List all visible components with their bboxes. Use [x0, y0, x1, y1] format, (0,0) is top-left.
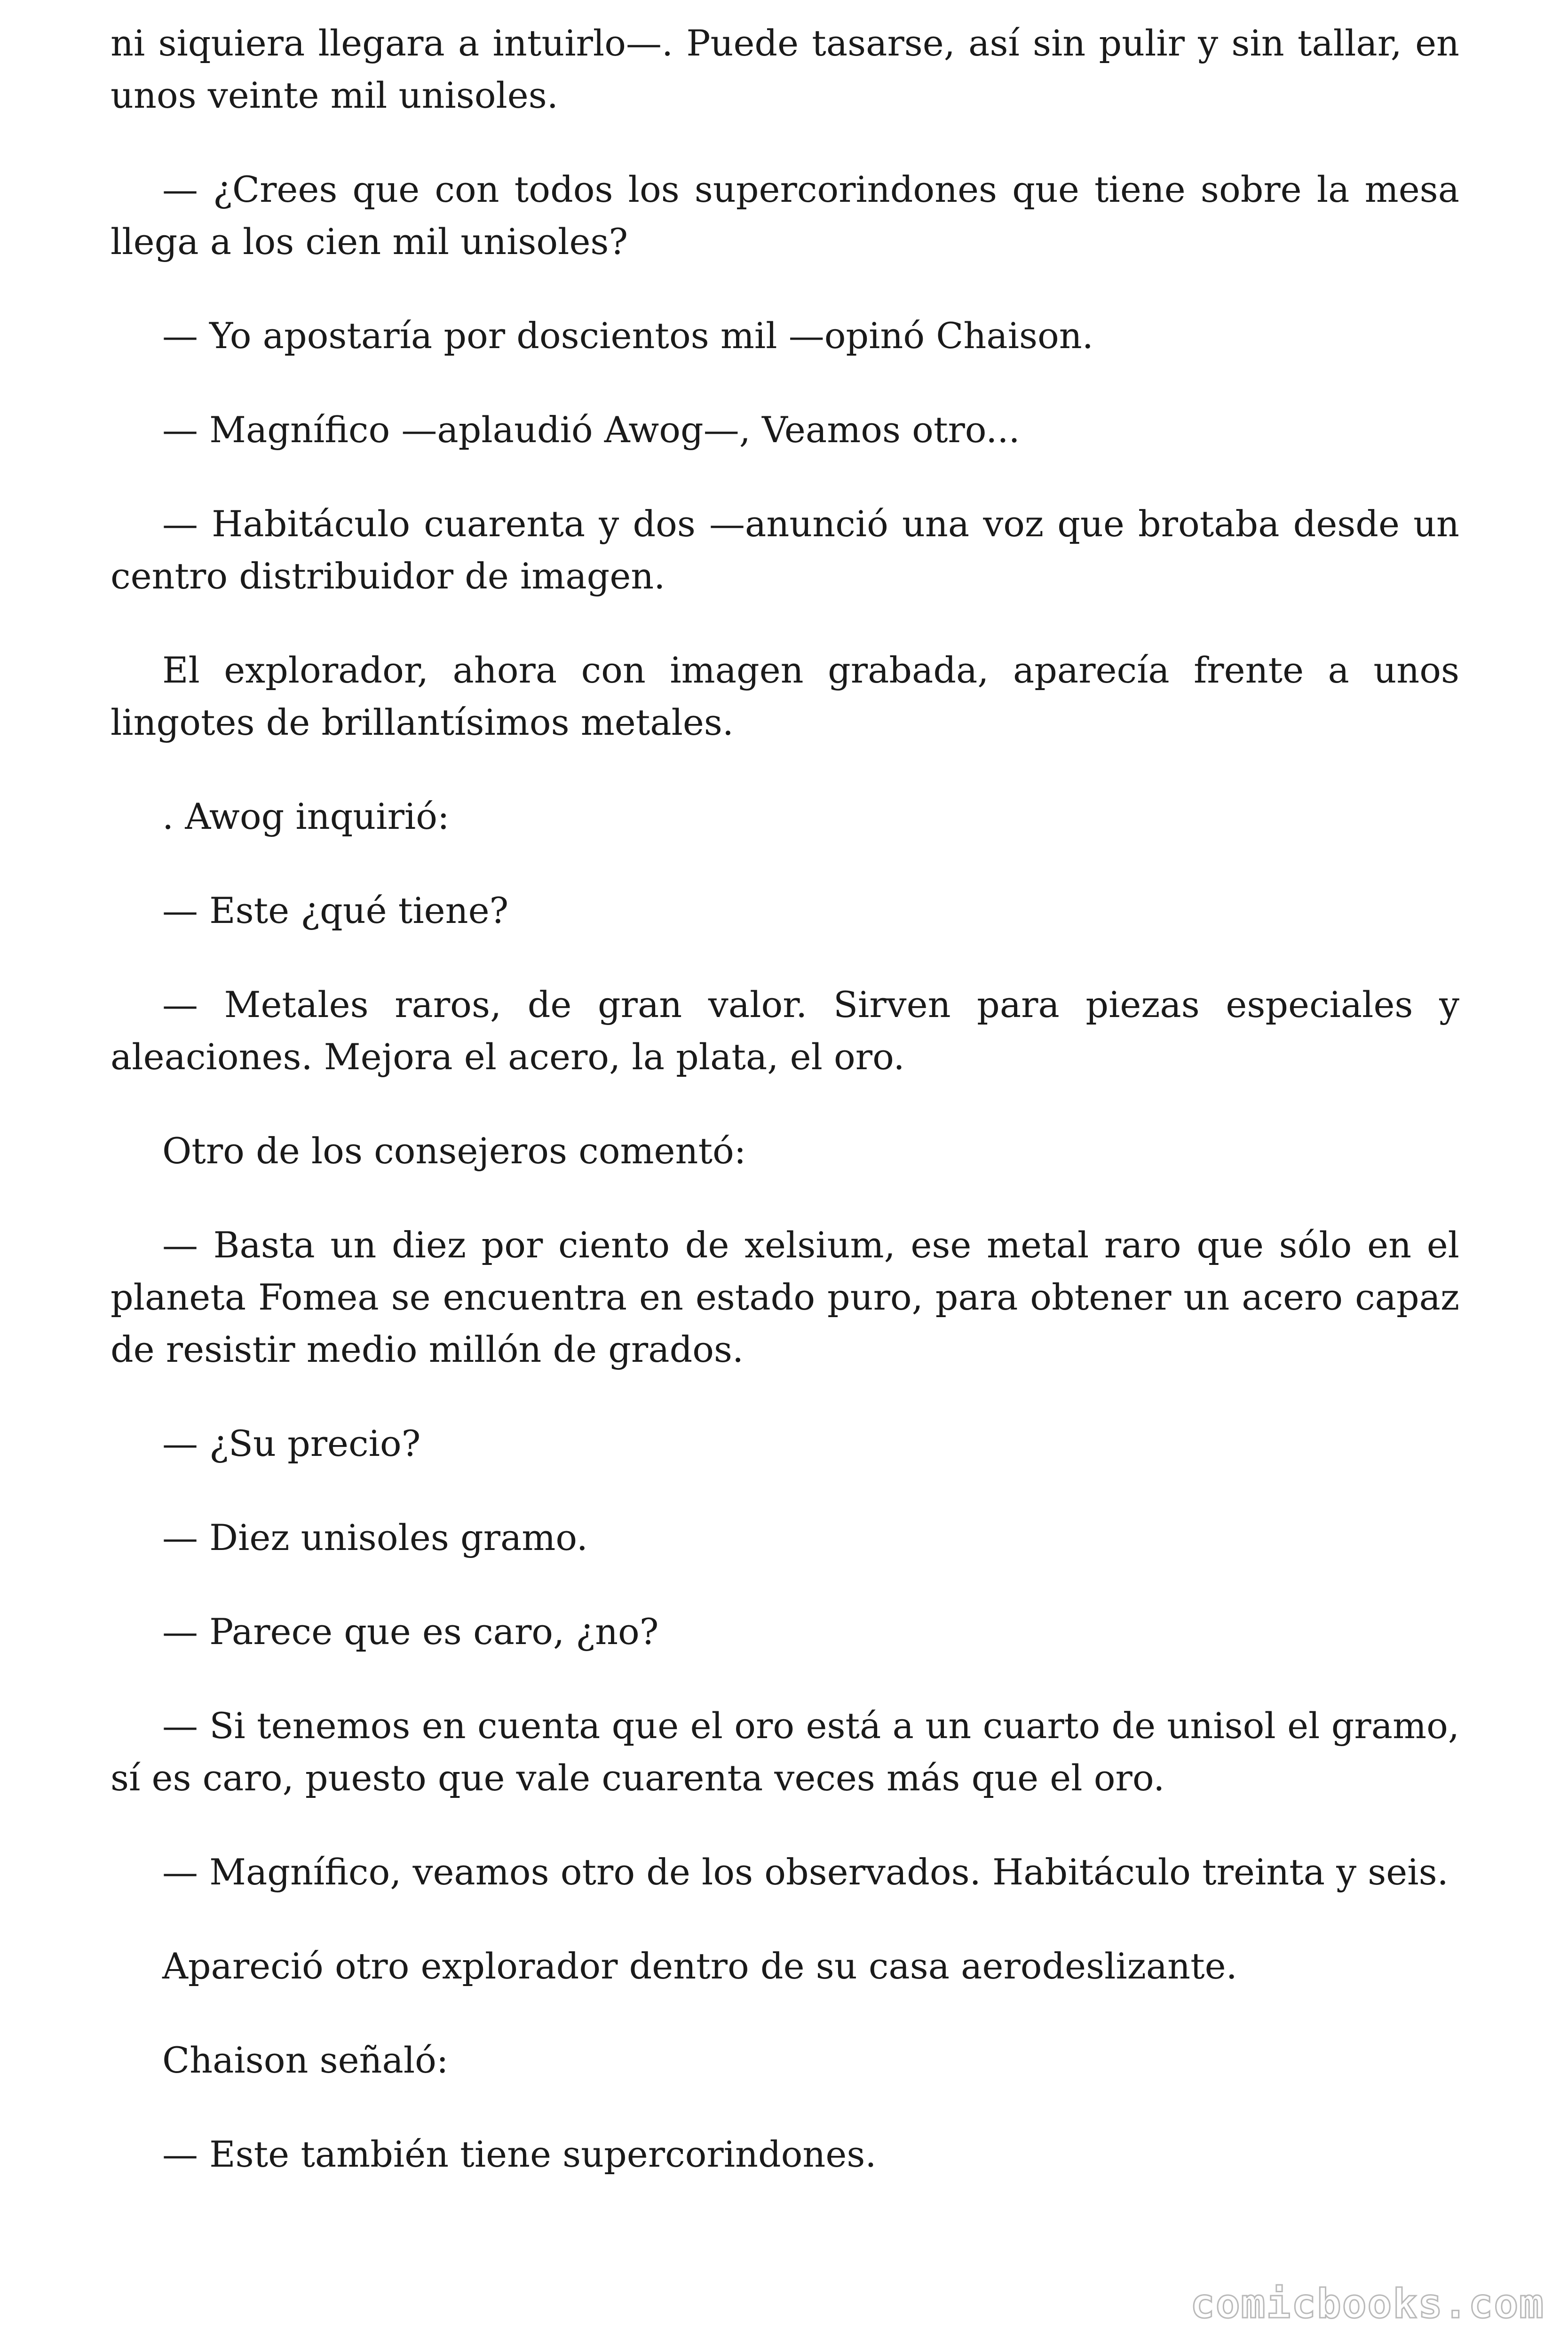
paragraph-dialogue: — ¿Su precio?	[162, 1422, 421, 1464]
paragraph-dialogue: — Diez unisoles gramo.	[162, 1517, 588, 1558]
paragraph-narration: El explorador, ahora con imagen grabada, aparecía frente a unos lingotes de brillantísimos metales.	[111, 649, 1459, 743]
paragraph-dialogue: — Magnífico, veamos otro de los observados. Habitáculo treinta y seis.	[162, 1851, 1449, 1893]
paragraph-continuation: ni siquiera llegara a intuirlo—. Puede tasarse, así sin pulir y sin tallar, en unos veinte mil unisoles.	[111, 22, 1459, 116]
paragraph-narration: Apareció otro explorador dentro de su casa aerodeslizante.	[162, 1945, 1237, 1987]
paragraph-dialogue: — Metales raros, de gran valor. Sirven para piezas especiales y aleaciones. Mejora el acero, la plata, el oro.	[111, 984, 1459, 1078]
paragraph-narration: Otro de los consejeros comentó:	[162, 1130, 746, 1172]
paragraph-narration: Chaison señaló:	[162, 2039, 449, 2081]
paragraph-dialogue: — Magnífico —aplaudió Awog—, Veamos otro...	[162, 409, 1020, 451]
watermark-text: comicbooks.com	[1190, 2280, 1544, 2328]
paragraph-dialogue: — Yo apostaría por doscientos mil —opinó Chaison.	[162, 315, 1093, 357]
paragraph-dialogue: — Basta un diez por ciento de xelsium, ese metal raro que sólo en el planeta Fomea se encuentra en estado puro, para obtener un acero capaz de resistir medio millón de grados.	[111, 1224, 1459, 1370]
page-body-text	[111, 17, 1459, 2180]
paragraph-dialogue: — Habitáculo cuarenta y dos —anunció una voz que brotaba desde un centro distribuidor de imagen.	[111, 503, 1459, 597]
paragraph-dialogue: — Si tenemos en cuenta que el oro está a un cuarto de unisol el gramo, sí es caro, puesto que vale cuarenta veces más que el oro.	[111, 1705, 1459, 1799]
paragraph-narration: . Awog inquirió:	[162, 795, 450, 837]
paragraph-dialogue: — Este ¿qué tiene?	[162, 890, 509, 931]
paragraph-dialogue: — Parece que es caro, ¿no?	[162, 1611, 659, 1653]
paragraph-dialogue: — ¿Crees que con todos los supercorindones que tiene sobre la mesa llega a los cien mil unisoles?	[111, 168, 1459, 262]
paragraph-dialogue: — Este también tiene supercorindones.	[162, 2133, 877, 2175]
